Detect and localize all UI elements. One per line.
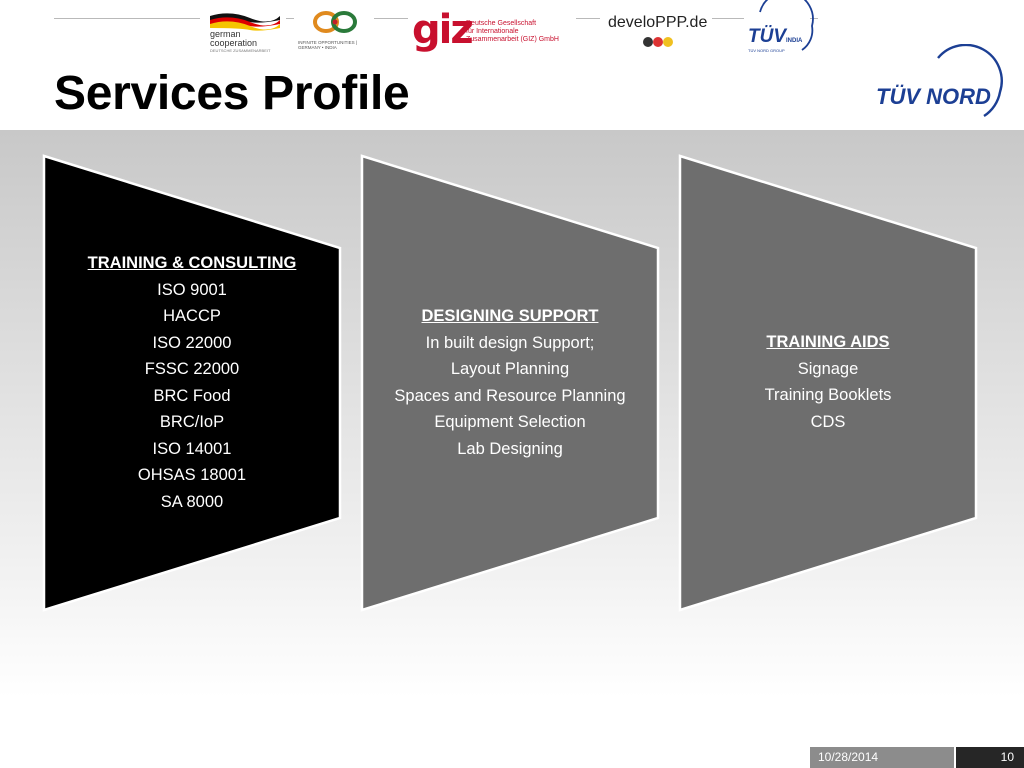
giz-desc-line: Deutsche Gesellschaft <box>466 20 537 27</box>
panel-item: CDS <box>810 412 846 431</box>
footer-page-number: 10 <box>956 747 1024 768</box>
logo-brand-text: TÜV NORD <box>876 84 991 109</box>
developpp-word: develoPPP.de <box>608 14 708 31</box>
gc-line3: DEUTSCHE ZUSAMMENARBEIT <box>210 48 271 53</box>
panel-item: FSSC 22000 <box>144 360 240 378</box>
panel-item: OHSAS 18001 <box>137 466 247 484</box>
panel-item: Layout Planning <box>450 360 570 378</box>
panel-item: Lab Designing <box>457 439 563 458</box>
panel-item: ISO 9001 <box>157 280 227 299</box>
panel-text-designing-support <box>362 303 658 462</box>
tuv-india-brand: TÜV <box>748 26 786 47</box>
panel-item: Spaces and Resource Planning <box>394 386 626 405</box>
tuv-india-logo <box>744 0 810 58</box>
panel-text-training-aids <box>680 329 976 435</box>
panel-title: TRAINING AIDS <box>766 333 890 351</box>
panel-item: Training Booklets <box>764 386 892 404</box>
footer-date: 10/28/2014 <box>810 747 954 768</box>
panel-title: TRAINING & CONSULTING <box>87 254 297 272</box>
incredible-india-text: INFINITE OPPORTUNITIES | GERMANY • INDIA <box>298 40 358 50</box>
tuv-india-mark <box>746 0 816 58</box>
panel-item: SA 8000 <box>160 492 224 511</box>
tuv-india-group: TÜV NORD GROUP <box>748 48 785 53</box>
panel-title: DESIGNING SUPPORT <box>421 307 599 325</box>
panel-item: BRC Food <box>153 386 231 405</box>
giz-desc-line: für Internationale <box>466 28 519 35</box>
panel-item: Equipment Selection <box>434 413 586 431</box>
panel-item: ISO 14001 <box>152 439 232 458</box>
giz-word: giz <box>412 7 472 53</box>
panel-item: Signage <box>797 359 859 378</box>
giz-description <box>466 20 559 44</box>
german-cooperation-logo <box>200 0 286 58</box>
tuv-india-sub: INDIA <box>786 38 803 44</box>
infinity-mark-icon <box>312 10 358 34</box>
gc-line1: german <box>210 29 241 39</box>
incredible-india-logo <box>294 0 374 58</box>
developpp-logo <box>600 0 712 58</box>
gc-line2: cooperation <box>210 38 258 48</box>
panel-text-training-consulting <box>44 250 340 515</box>
panel-item: HACCP <box>163 307 221 325</box>
giz-desc-line: Zusammenarbeit (GIZ) GmbH <box>466 36 559 43</box>
developpp-dots-icon <box>642 36 682 48</box>
slide-title: Services Profile <box>54 67 410 120</box>
panel-item: ISO 22000 <box>152 333 232 352</box>
panel-item: BRC/IoP <box>159 413 225 431</box>
giz-logo <box>408 0 576 58</box>
panel-item: In built design Support; <box>425 333 595 352</box>
